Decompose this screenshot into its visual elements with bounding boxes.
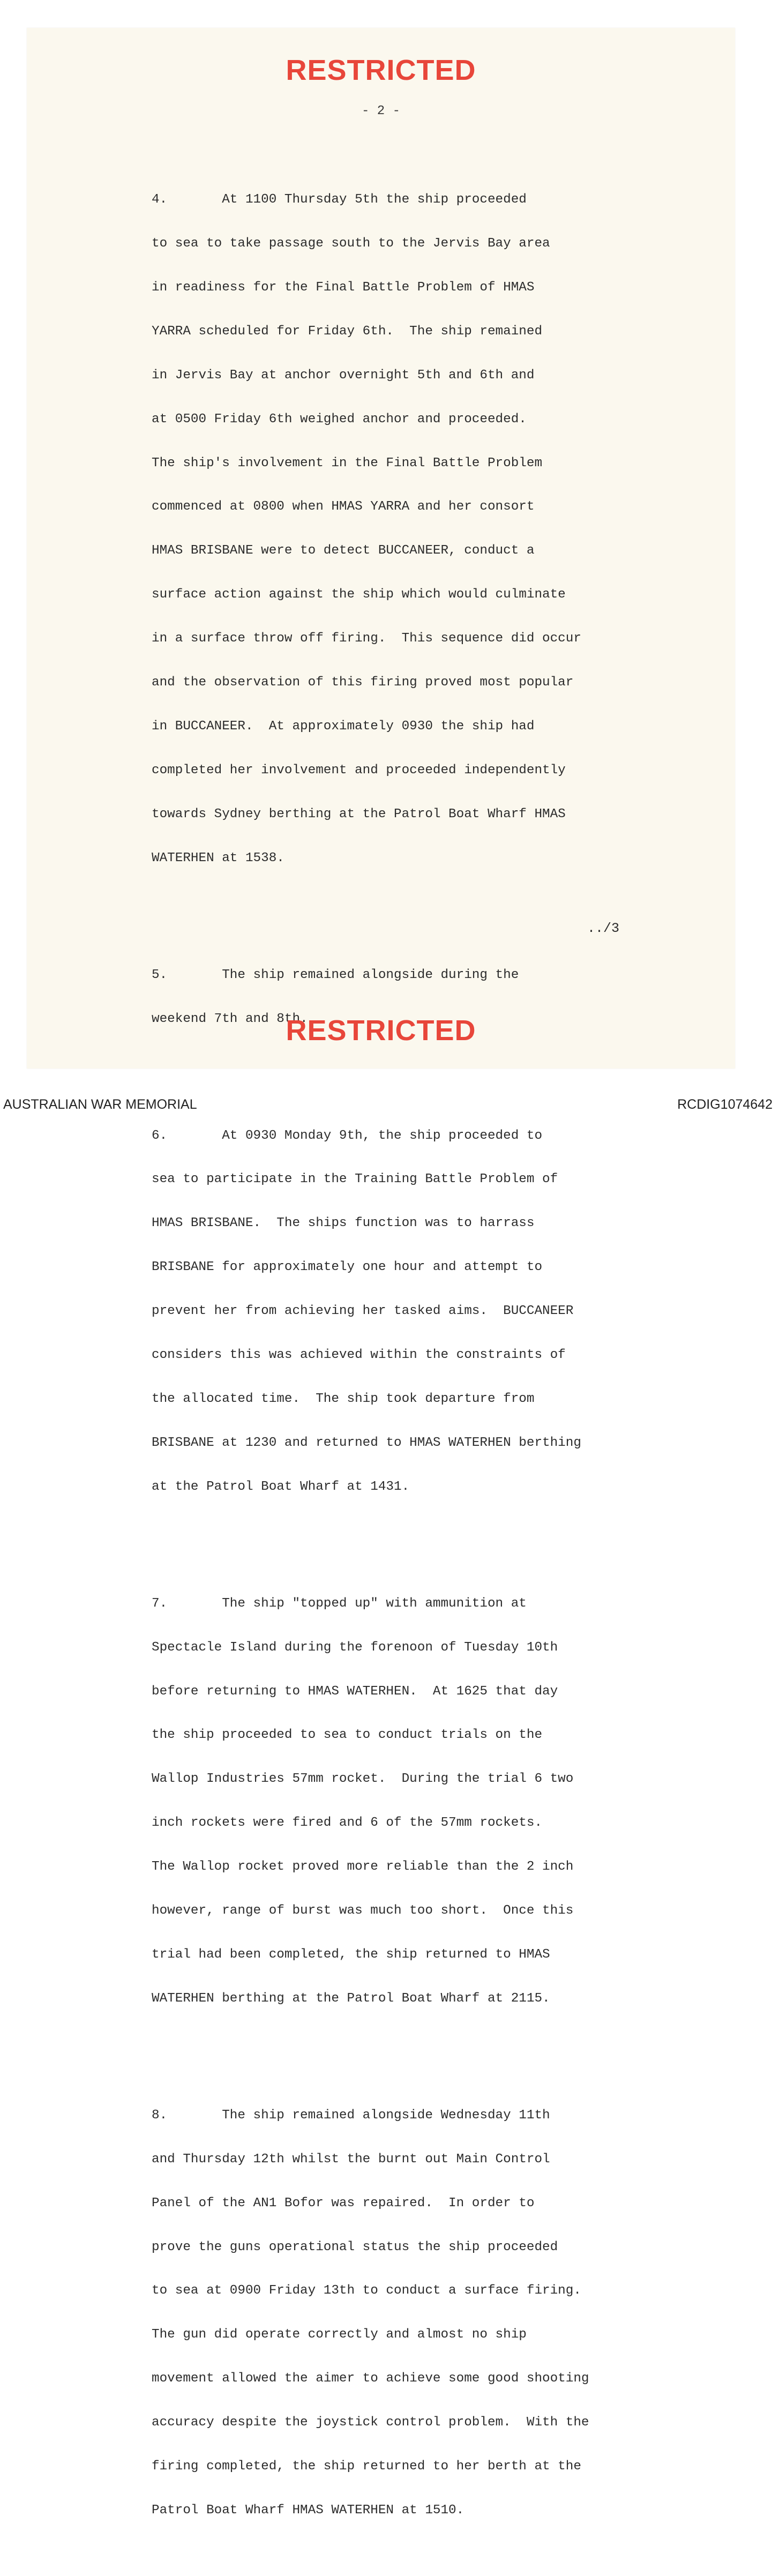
text-line: trial had been completed, the ship returned to HMAS bbox=[152, 1947, 550, 1962]
text-line: towards Sydney berthing at the Patrol Boat Wharf HMAS bbox=[152, 807, 566, 822]
text-line: BRISBANE for approximately one hour and attempt to bbox=[152, 1260, 543, 1275]
text-line: 6. At 0930 Monday 9th, the ship proceeded to bbox=[152, 1128, 543, 1143]
paragraph-8 bbox=[152, 2079, 677, 2547]
document-body bbox=[152, 134, 677, 2576]
text-line: The gun did operate correctly and almost no ship bbox=[152, 2327, 527, 2342]
restricted-stamp-bottom: RESTRICTED bbox=[286, 1014, 476, 1047]
text-line: to sea at 0900 Friday 13th to conduct a surface firing. bbox=[152, 2283, 581, 2298]
text-line: the ship proceeded to sea to conduct trials on the bbox=[152, 1728, 543, 1743]
text-line: inch rockets were fired and 6 of the 57mm rockets. bbox=[152, 1816, 543, 1831]
paragraph-7 bbox=[152, 1567, 677, 2035]
text-line: YARRA scheduled for Friday 6th. The ship remained bbox=[152, 324, 543, 339]
text-line: in BUCCANEER. At approximately 0930 the ship had bbox=[152, 719, 535, 734]
text-line: prevent her from achieving her tasked aims. BUCCANEER bbox=[152, 1304, 574, 1319]
restricted-stamp-top: RESTRICTED bbox=[286, 54, 476, 86]
text-line: before returning to HMAS WATERHEN. At 1625 that day bbox=[152, 1684, 558, 1699]
continuation-marker: ../3 bbox=[587, 921, 620, 936]
text-line: 5. The ship remained alongside during the bbox=[152, 967, 519, 982]
text-line: however, range of burst was much too short. Once this bbox=[152, 1903, 574, 1918]
text-line: accuracy despite the joystick control problem. With the bbox=[152, 2415, 589, 2430]
text-line: to sea to take passage south to the Jervis Bay area bbox=[152, 236, 550, 251]
text-line: commenced at 0800 when HMAS YARRA and her consort bbox=[152, 499, 535, 514]
footer-institution: AUSTRALIAN WAR MEMORIAL bbox=[3, 1097, 197, 1112]
text-line: Wallop Industries 57mm rocket. During the trial 6 two bbox=[152, 1772, 574, 1787]
text-line: at the Patrol Boat Wharf at 1431. bbox=[152, 1479, 410, 1494]
text-line: sea to participate in the Training Battle Problem of bbox=[152, 1172, 558, 1187]
footer-record-id: RCDIG1074642 bbox=[677, 1097, 773, 1112]
paragraph-6 bbox=[152, 1099, 677, 1524]
text-line: The Wallop rocket proved more reliable than the 2 inch bbox=[152, 1860, 574, 1875]
text-line: firing completed, the ship returned to her berth at the bbox=[152, 2459, 581, 2474]
text-line: 7. The ship "topped up" with ammunition at bbox=[152, 1596, 527, 1611]
text-line: The ship's involvement in the Final Battle Problem bbox=[152, 456, 543, 471]
text-line: movement allowed the aimer to achieve some good shooting bbox=[152, 2371, 589, 2386]
text-line: the allocated time. The ship took departure from bbox=[152, 1391, 535, 1406]
text-line: 8. The ship remained alongside Wednesday 11th bbox=[152, 2108, 550, 2123]
archive-footer bbox=[0, 1093, 779, 1116]
text-line: Patrol Boat Wharf HMAS WATERHEN at 1510. bbox=[152, 2503, 465, 2518]
paragraph-4 bbox=[152, 163, 677, 895]
text-line: in a surface throw off firing. This sequence did occur bbox=[152, 631, 581, 646]
text-line: considers this was achieved within the constraints of bbox=[152, 1348, 566, 1363]
text-line: completed her involvement and proceeded independently bbox=[152, 763, 566, 778]
text-line: at 0500 Friday 6th weighed anchor and proceeded. bbox=[152, 412, 527, 427]
text-line: in Jervis Bay at anchor overnight 5th and 6th and bbox=[152, 368, 535, 383]
text-line: HMAS BRISBANE. The ships function was to harrass bbox=[152, 1216, 535, 1231]
paragraph-5 bbox=[152, 938, 677, 1055]
text-line: and the observation of this firing proved most popular bbox=[152, 675, 574, 690]
text-line: WATERHEN berthing at the Patrol Boat Wharf at 2115. bbox=[152, 1991, 550, 2006]
text-line: 4. At 1100 Thursday 5th the ship proceeded bbox=[152, 192, 527, 207]
text-line: surface action against the ship which would culminate bbox=[152, 587, 566, 602]
text-line: WATERHEN at 1538. bbox=[152, 850, 284, 865]
text-line: Spectacle Island during the forenoon of Tuesday 10th bbox=[152, 1640, 558, 1655]
text-line: BRISBANE at 1230 and returned to HMAS WATERHEN berthing bbox=[152, 1435, 581, 1450]
text-line: and Thursday 12th whilst the burnt out Main Control bbox=[152, 2152, 550, 2167]
text-line: in readiness for the Final Battle Problem of HMAS bbox=[152, 280, 535, 295]
text-line: prove the guns operational status the ship proceeded bbox=[152, 2239, 558, 2254]
text-line: HMAS BRISBANE were to detect BUCCANEER, conduct a bbox=[152, 543, 535, 558]
page-number: - 2 - bbox=[361, 104, 400, 118]
text-line: Panel of the AN1 Bofor was repaired. In order to bbox=[152, 2196, 535, 2211]
text-line: weekend 7th and 8th. bbox=[152, 1011, 308, 1026]
